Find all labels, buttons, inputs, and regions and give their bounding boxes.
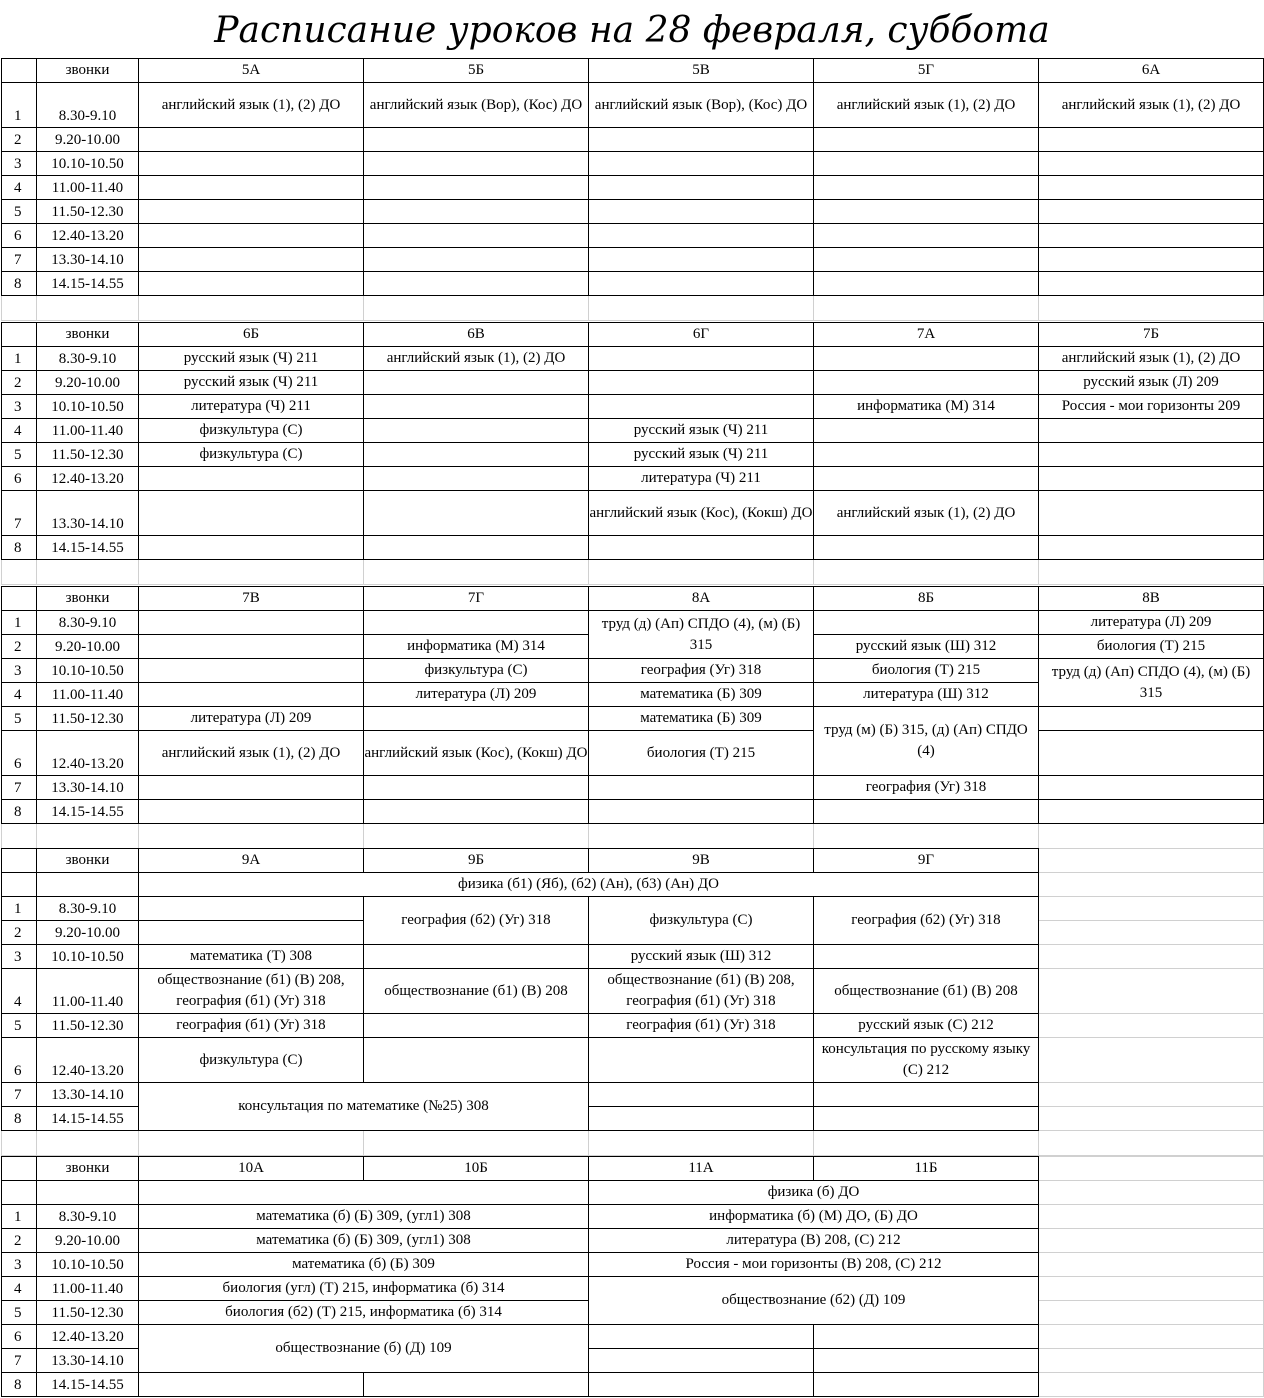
schedule-block-6b-7b [1, 322, 1264, 585]
lesson-number: 7 [2, 1083, 37, 1107]
lesson-time: 10.10-10.50 [37, 659, 139, 683]
lesson-number: 1 [2, 897, 37, 921]
lesson-cell: труд (м) (Б) 315, (д) (Ап) СПДО (4) [814, 707, 1039, 776]
lesson-number: 6 [2, 467, 37, 491]
lesson-cell: английский язык (1), (2) ДО [1039, 347, 1264, 371]
lesson-time: 12.40-13.20 [37, 224, 139, 248]
class-header: 7Б [1039, 323, 1264, 347]
lesson-number: 4 [2, 1277, 37, 1301]
lesson-number: 8 [2, 1107, 37, 1131]
lesson-time: 9.20-10.00 [37, 371, 139, 395]
lesson-number: 7 [2, 248, 37, 272]
lesson-time: 14.15-14.55 [37, 1373, 139, 1397]
lesson-time: 8.30-9.10 [37, 1205, 139, 1229]
lesson-cell: английский язык (Вор), (Кос) ДО [364, 83, 589, 128]
lesson-number: 2 [2, 128, 37, 152]
lesson-cell: труд (д) (Ап) СПДО (4), (м) (Б) 315 [1039, 659, 1264, 707]
lesson-cell: консультация по русскому языку (С) 212 [814, 1038, 1039, 1083]
class-header: 6А [1039, 59, 1264, 83]
lesson-cell: география (Уг) 318 [814, 776, 1039, 800]
lesson-number: 3 [2, 152, 37, 176]
lesson-time: 11.00-11.40 [37, 419, 139, 443]
lesson-cell: физкультура (С) [139, 443, 364, 467]
lesson-cell: литература (Л) 209 [364, 683, 589, 707]
lesson-number: 8 [2, 272, 37, 296]
lesson-time: 13.30-14.10 [37, 1083, 139, 1107]
lesson-cell: литература (Л) 209 [139, 707, 364, 731]
lesson-number: 7 [2, 776, 37, 800]
lesson-cell: география (б1) (Уг) 318 [139, 1014, 364, 1038]
lesson-cell: русский язык (Ш) 312 [589, 945, 814, 969]
lesson-number: 4 [2, 176, 37, 200]
lesson-time: 14.15-14.55 [37, 1107, 139, 1131]
lesson-number: 5 [2, 1301, 37, 1325]
lesson-number: 4 [2, 683, 37, 707]
lesson-time: 11.50-12.30 [37, 443, 139, 467]
class-header: 9В [589, 849, 814, 873]
class-header: 6В [364, 323, 589, 347]
lesson-cell: обществознание (б1) (В) 208 [364, 969, 589, 1014]
lesson-number: 5 [2, 443, 37, 467]
lesson-cell: литература (В) 208, (С) 212 [589, 1229, 1039, 1253]
lesson-number: 7 [2, 1349, 37, 1373]
lesson-cell: консультация по математике (№25) 308 [139, 1083, 589, 1131]
lesson-number: 6 [2, 731, 37, 776]
lesson-cell: обществознание (б1) (В) 208 [814, 969, 1039, 1014]
lesson-cell: география (б2) (Уг) 318 [814, 897, 1039, 945]
lesson-number: 1 [2, 1205, 37, 1229]
lesson-cell: русский язык (Л) 209 [1039, 371, 1264, 395]
lesson-time: 8.30-9.10 [37, 611, 139, 635]
lesson-time: 11.50-12.30 [37, 1014, 139, 1038]
lesson-cell: обществознание (б1) (В) 208, география (б1) (Уг) 318 [139, 969, 364, 1014]
bells-header: звонки [37, 323, 139, 347]
lesson-cell: география (б1) (Уг) 318 [589, 1014, 814, 1038]
lesson-cell: география (Уг) 318 [589, 659, 814, 683]
lesson-time: 9.20-10.00 [37, 128, 139, 152]
lesson-time: 14.15-14.55 [37, 536, 139, 560]
lesson-cell: литература (Ш) 312 [814, 683, 1039, 707]
lesson-time: 10.10-10.50 [37, 1253, 139, 1277]
lesson-time: 12.40-13.20 [37, 731, 139, 776]
class-header: 8Б [814, 587, 1039, 611]
lesson-time: 11.00-11.40 [37, 176, 139, 200]
lesson-cell: биология (Т) 215 [589, 731, 814, 776]
lesson-time: 10.10-10.50 [37, 395, 139, 419]
lesson-number: 5 [2, 707, 37, 731]
lesson-cell: математика (б) (Б) 309, (угл1) 308 [139, 1205, 589, 1229]
lesson-number: 1 [2, 611, 37, 635]
lesson-number: 1 [2, 83, 37, 128]
lesson-time: 10.10-10.50 [37, 152, 139, 176]
lesson-time: 11.50-12.30 [37, 707, 139, 731]
lesson-cell: Россия - мои горизонты 209 [1039, 395, 1264, 419]
lesson-cell: информатика (М) 314 [814, 395, 1039, 419]
bells-header: звонки [37, 849, 139, 873]
lesson-cell: английский язык (1), (2) ДО [139, 83, 364, 128]
lesson-time: 13.30-14.10 [37, 491, 139, 536]
lesson-cell: биология (б2) (Т) 215, информатика (б) 314 [139, 1301, 589, 1325]
lesson-cell: физкультура (С) [139, 419, 364, 443]
class-header: 9Г [814, 849, 1039, 873]
lesson-number: 4 [2, 969, 37, 1014]
lesson-number: 6 [2, 224, 37, 248]
lesson-cell: английский язык (1), (2) ДО [364, 347, 589, 371]
lesson-number: 3 [2, 395, 37, 419]
lesson-cell: обществознание (б) (Д) 109 [139, 1325, 589, 1373]
class-header: 9Б [364, 849, 589, 873]
lesson-time: 11.00-11.40 [37, 969, 139, 1014]
lesson-number: 8 [2, 800, 37, 824]
lesson-cell: обществознание (б1) (В) 208, география (б1) (Уг) 318 [589, 969, 814, 1014]
class-header: 8В [1039, 587, 1264, 611]
class-header: 11Б [814, 1157, 1039, 1181]
class-header: 10А [139, 1157, 364, 1181]
lesson-time: 8.30-9.10 [37, 897, 139, 921]
lesson-cell: русский язык (Ч) 211 [139, 371, 364, 395]
class-header: 10Б [364, 1157, 589, 1181]
lesson-cell: математика (б) (Б) 309, (угл1) 308 [139, 1229, 589, 1253]
lesson-number: 6 [2, 1325, 37, 1349]
lesson-time: 13.30-14.10 [37, 1349, 139, 1373]
lesson-time: 8.30-9.10 [37, 83, 139, 128]
lesson-time: 9.20-10.00 [37, 921, 139, 945]
page-title: Расписание уроков на 28 февраля, суббота [214, 10, 1050, 51]
lesson-time: 9.20-10.00 [37, 1229, 139, 1253]
lesson-cell: русский язык (С) 212 [814, 1014, 1039, 1038]
lesson-cell: русский язык (Ч) 211 [589, 419, 814, 443]
lesson-time: 8.30-9.10 [37, 347, 139, 371]
schedule-block-7v-8v [1, 586, 1264, 849]
lesson-number: 4 [2, 419, 37, 443]
lesson-cell: физкультура (С) [589, 897, 814, 945]
class-header: 5В [589, 59, 814, 83]
lesson-cell: литература (Ч) 211 [589, 467, 814, 491]
class-header: 6Б [139, 323, 364, 347]
lesson-cell: биология (Т) 215 [814, 659, 1039, 683]
schedule-block-10-11 [1, 1156, 1264, 1397]
lesson-time: 10.10-10.50 [37, 945, 139, 969]
bells-header: звонки [37, 1157, 139, 1181]
lesson-number: 8 [2, 536, 37, 560]
lesson-number: 2 [2, 1229, 37, 1253]
bells-header: звонки [37, 59, 139, 83]
lesson-cell: английский язык (1), (2) ДО [1039, 83, 1264, 128]
class-header: 7Г [364, 587, 589, 611]
lesson-cell: литература (Ч) 211 [139, 395, 364, 419]
class-header: 9А [139, 849, 364, 873]
lesson-time: 13.30-14.10 [37, 248, 139, 272]
lesson-cell: математика (Б) 309 [589, 683, 814, 707]
lesson-number: 5 [2, 1014, 37, 1038]
lesson-number: 3 [2, 1253, 37, 1277]
lesson-number: 2 [2, 371, 37, 395]
lesson-cell: физкультура (С) [364, 659, 589, 683]
lesson-time: 11.50-12.30 [37, 1301, 139, 1325]
lesson-cell: физика (б1) (Яб), (б2) (Ан), (б3) (Ан) ДО [139, 873, 1039, 897]
lesson-time: 14.15-14.55 [37, 272, 139, 296]
lesson-number: 2 [2, 635, 37, 659]
lesson-cell: география (б2) (Уг) 318 [364, 897, 589, 945]
class-header: 5А [139, 59, 364, 83]
class-header: 6Г [589, 323, 814, 347]
lesson-cell: английский язык (1), (2) ДО [814, 83, 1039, 128]
schedule-block-9 [1, 848, 1264, 1156]
lesson-cell: обществознание (б2) (Д) 109 [589, 1277, 1039, 1325]
class-header: 5Б [364, 59, 589, 83]
lesson-time: 11.00-11.40 [37, 1277, 139, 1301]
lesson-cell: английский язык (Кос), (Кокш) ДО [364, 731, 589, 776]
lesson-cell: биология (угл) (Т) 215, информатика (б) 314 [139, 1277, 589, 1301]
lesson-cell: физкультура (С) [139, 1038, 364, 1083]
lesson-number: 3 [2, 659, 37, 683]
lesson-time: 9.20-10.00 [37, 635, 139, 659]
lesson-number: 5 [2, 200, 37, 224]
lesson-number: 1 [2, 347, 37, 371]
lesson-number: 2 [2, 921, 37, 945]
lesson-cell: английский язык (Кос), (Кокш) ДО [589, 491, 814, 536]
lesson-cell: английский язык (1), (2) ДО [139, 731, 364, 776]
lesson-cell: русский язык (Ш) 312 [814, 635, 1039, 659]
lesson-cell: математика (б) (Б) 309 [139, 1253, 589, 1277]
lesson-cell: математика (Т) 308 [139, 945, 364, 969]
lesson-number: 7 [2, 491, 37, 536]
lesson-cell: английский язык (1), (2) ДО [814, 491, 1039, 536]
lesson-time: 11.00-11.40 [37, 683, 139, 707]
class-header: 8А [589, 587, 814, 611]
class-header: 11А [589, 1157, 814, 1181]
lesson-time: 11.50-12.30 [37, 200, 139, 224]
class-header: 7А [814, 323, 1039, 347]
lesson-cell: литература (Л) 209 [1039, 611, 1264, 635]
lesson-cell: русский язык (Ч) 211 [589, 443, 814, 467]
lesson-cell: информатика (М) 314 [364, 635, 589, 659]
lesson-cell: математика (Б) 309 [589, 707, 814, 731]
class-header: 5Г [814, 59, 1039, 83]
lesson-time: 12.40-13.20 [37, 467, 139, 491]
lesson-cell: биология (Т) 215 [1039, 635, 1264, 659]
lesson-time: 12.40-13.20 [37, 1325, 139, 1349]
bells-header: звонки [37, 587, 139, 611]
class-header: 7В [139, 587, 364, 611]
lesson-cell: Россия - мои горизонты (В) 208, (С) 212 [589, 1253, 1039, 1277]
lesson-cell: физика (б) ДО [589, 1181, 1039, 1205]
lesson-number: 8 [2, 1373, 37, 1397]
lesson-cell: труд (д) (Ап) СПДО (4), (м) (Б) 315 [589, 611, 814, 659]
lesson-time: 12.40-13.20 [37, 1038, 139, 1083]
lesson-cell: информатика (б) (М) ДО, (Б) ДО [589, 1205, 1039, 1229]
lesson-time: 14.15-14.55 [37, 800, 139, 824]
lesson-cell: английский язык (Вор), (Кос) ДО [589, 83, 814, 128]
schedule-block-5a-6a [1, 58, 1264, 321]
lesson-time: 13.30-14.10 [37, 776, 139, 800]
lesson-cell: русский язык (Ч) 211 [139, 347, 364, 371]
lesson-number: 6 [2, 1038, 37, 1083]
lesson-number: 3 [2, 945, 37, 969]
